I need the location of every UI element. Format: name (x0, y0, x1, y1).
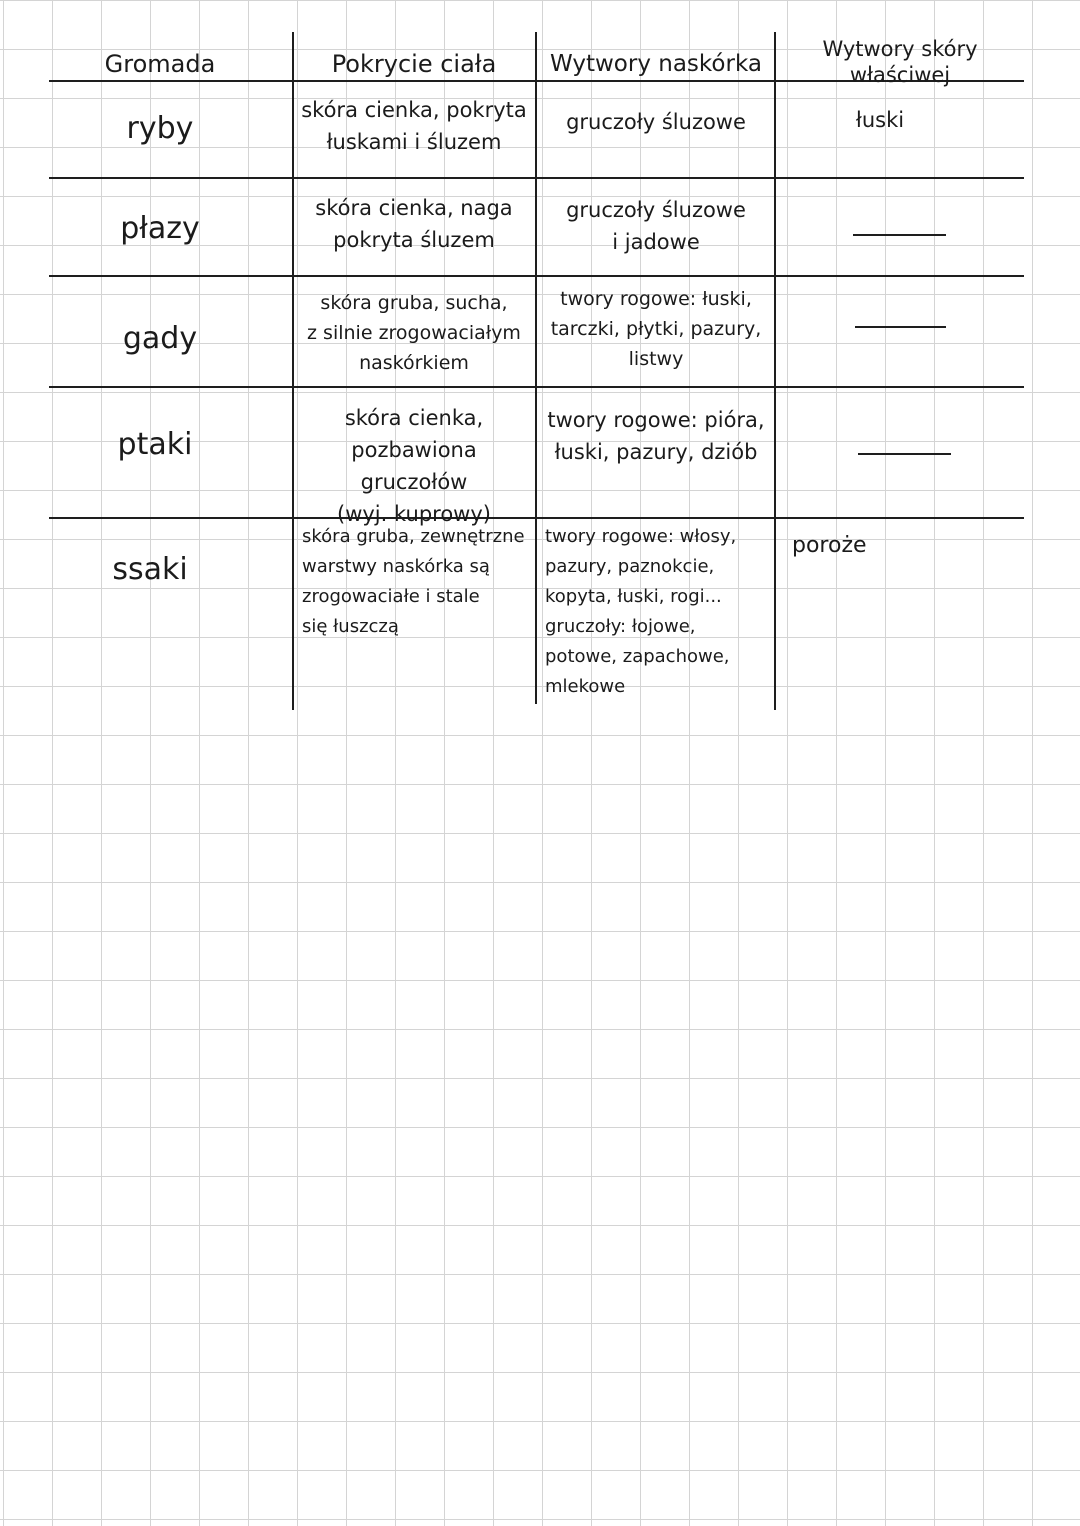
cell-pokrycie-gady: skóra gruba, sucha, z silnie zrogowaciałym naskórkiem (307, 292, 521, 374)
class-name-gady: gady (122, 321, 198, 356)
cell-naskorek-ssaki: twory rogowe: włosy, pazury, paznokcie, kopyta, łuski, rogi... gruczoły: łojowe, potowe, zapachowe, mlekowe (545, 526, 737, 697)
cell-naskorek-plazy: gruczoły śluzowe i jadowe (566, 198, 746, 254)
class-name-ryby: ryby (126, 111, 194, 146)
header-gromada: Gromada (104, 50, 216, 78)
cell-pokrycie-plazy: skóra cienka, naga pokryta śluzem (315, 196, 513, 252)
header-wytwory-skory-wlasciwej: Wytwory skóry właściwej (822, 37, 978, 87)
column-rule-2 (535, 32, 537, 704)
cell-pokrycie-ptaki: skóra cienka, pozbawiona gruczołów (wyj. kuprowy) (337, 406, 491, 526)
class-name-ptaki: ptaki (117, 427, 193, 462)
class-name-ssaki: ssaki (112, 552, 188, 587)
cell-naskorek-ryby: gruczoły śluzowe (566, 110, 746, 134)
empty-dash-ptaki (858, 453, 951, 455)
cell-naskorek-gady: twory rogowe: łuski, tarczki, płytki, pazury, listwy (550, 288, 762, 370)
cell-naskorek-ptaki: twory rogowe: pióra, łuski, pazury, dziób (547, 408, 765, 464)
cell-skora-ssaki: poroże (792, 533, 867, 558)
cell-skora-ryby: łuski (855, 108, 905, 132)
cell-pokrycie-ryby: skóra cienka, pokryta łuskami i śluzem (301, 98, 527, 154)
column-rule-3 (774, 32, 776, 710)
column-rule-1 (292, 32, 294, 710)
cell-pokrycie-ssaki: skóra gruba, zewnętrzne warstwy naskórka są zrogowaciałe i stale się łuszczą (302, 526, 525, 637)
empty-dash-plazy (853, 234, 946, 236)
class-name-plazy: płazy (120, 211, 200, 246)
header-wytwory-naskorka: Wytwory naskórka (550, 51, 762, 77)
header-pokrycie-ciala: Pokrycie ciała (331, 50, 497, 78)
empty-dash-gady (855, 326, 946, 328)
